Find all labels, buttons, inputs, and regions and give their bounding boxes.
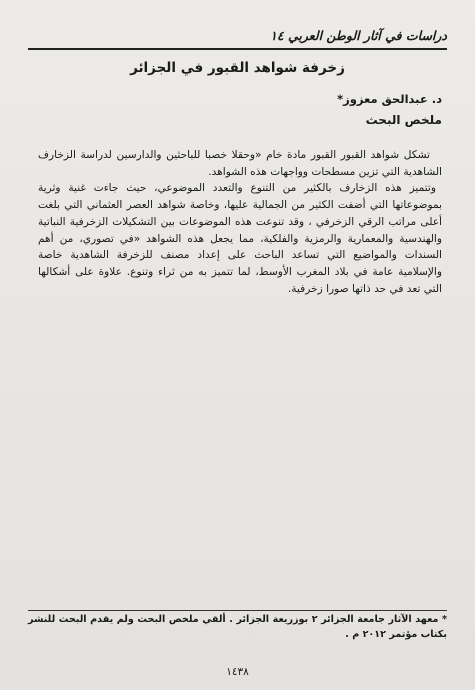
author-name: د. عبدالحق معزوز*: [337, 92, 442, 106]
abstract-paragraph: وتتميز هذه الزخارف بالكثير من التنوع والتعدد الموضوعي، حيث جاءت غنية وثرية بموضوعاتها التي أضفت الكثير من الجمالية عليها، وخاصة شواهد العصر العثماني التي بلغت أعلى مراتب الرقي الزخرفي ، وقد تنوعت هذه الموضوعات بين التشكيلات الزخرفية النباتية والهندسية والمعمارية والرمزية والفلكية، مما يجعل هذه الشواهد «في تصوري، من أهم السندات والمواضيع التي تساعد الباحث على إعداد مصنف للزخرفة الشاهدية خاصة والإسلامية عامة في بلاد المغرب الأوسط، لما تتميز به من ثراء وتنوع. علاوة على أشكالها التي تعد في حد ذاتها صورا زخرفية.: [38, 182, 442, 295]
abstract-paragraph: تشكل شواهد القبور القبور مادة خام «وحقلا خصبا للباحثين والدارسين لدراسة الزخارف الشاهدية التي تزين مسطحات وواجهات هذه الشواهد.: [38, 149, 442, 178]
running-header: [28, 28, 447, 50]
footnote: * معهد الآثار جامعة الجزائر ٢ بوزريعة الجزائر . ألقي ملخص البحث ولم يقدم البحث للنشر بكتاب مؤتمر ٢٠١٢ م .: [28, 614, 448, 640]
abstract-heading: ملخص البحث: [365, 113, 442, 127]
page-number: ١٤٣٨: [226, 666, 249, 678]
article-title: زخرفة شواهد القبور في الجزائر: [130, 60, 345, 76]
abstract-body: [38, 147, 442, 297]
header-rule: [28, 48, 447, 50]
footnote-rule: [28, 610, 447, 611]
running-title: دراسات في آثار الوطن العربي ١٤: [270, 28, 447, 43]
